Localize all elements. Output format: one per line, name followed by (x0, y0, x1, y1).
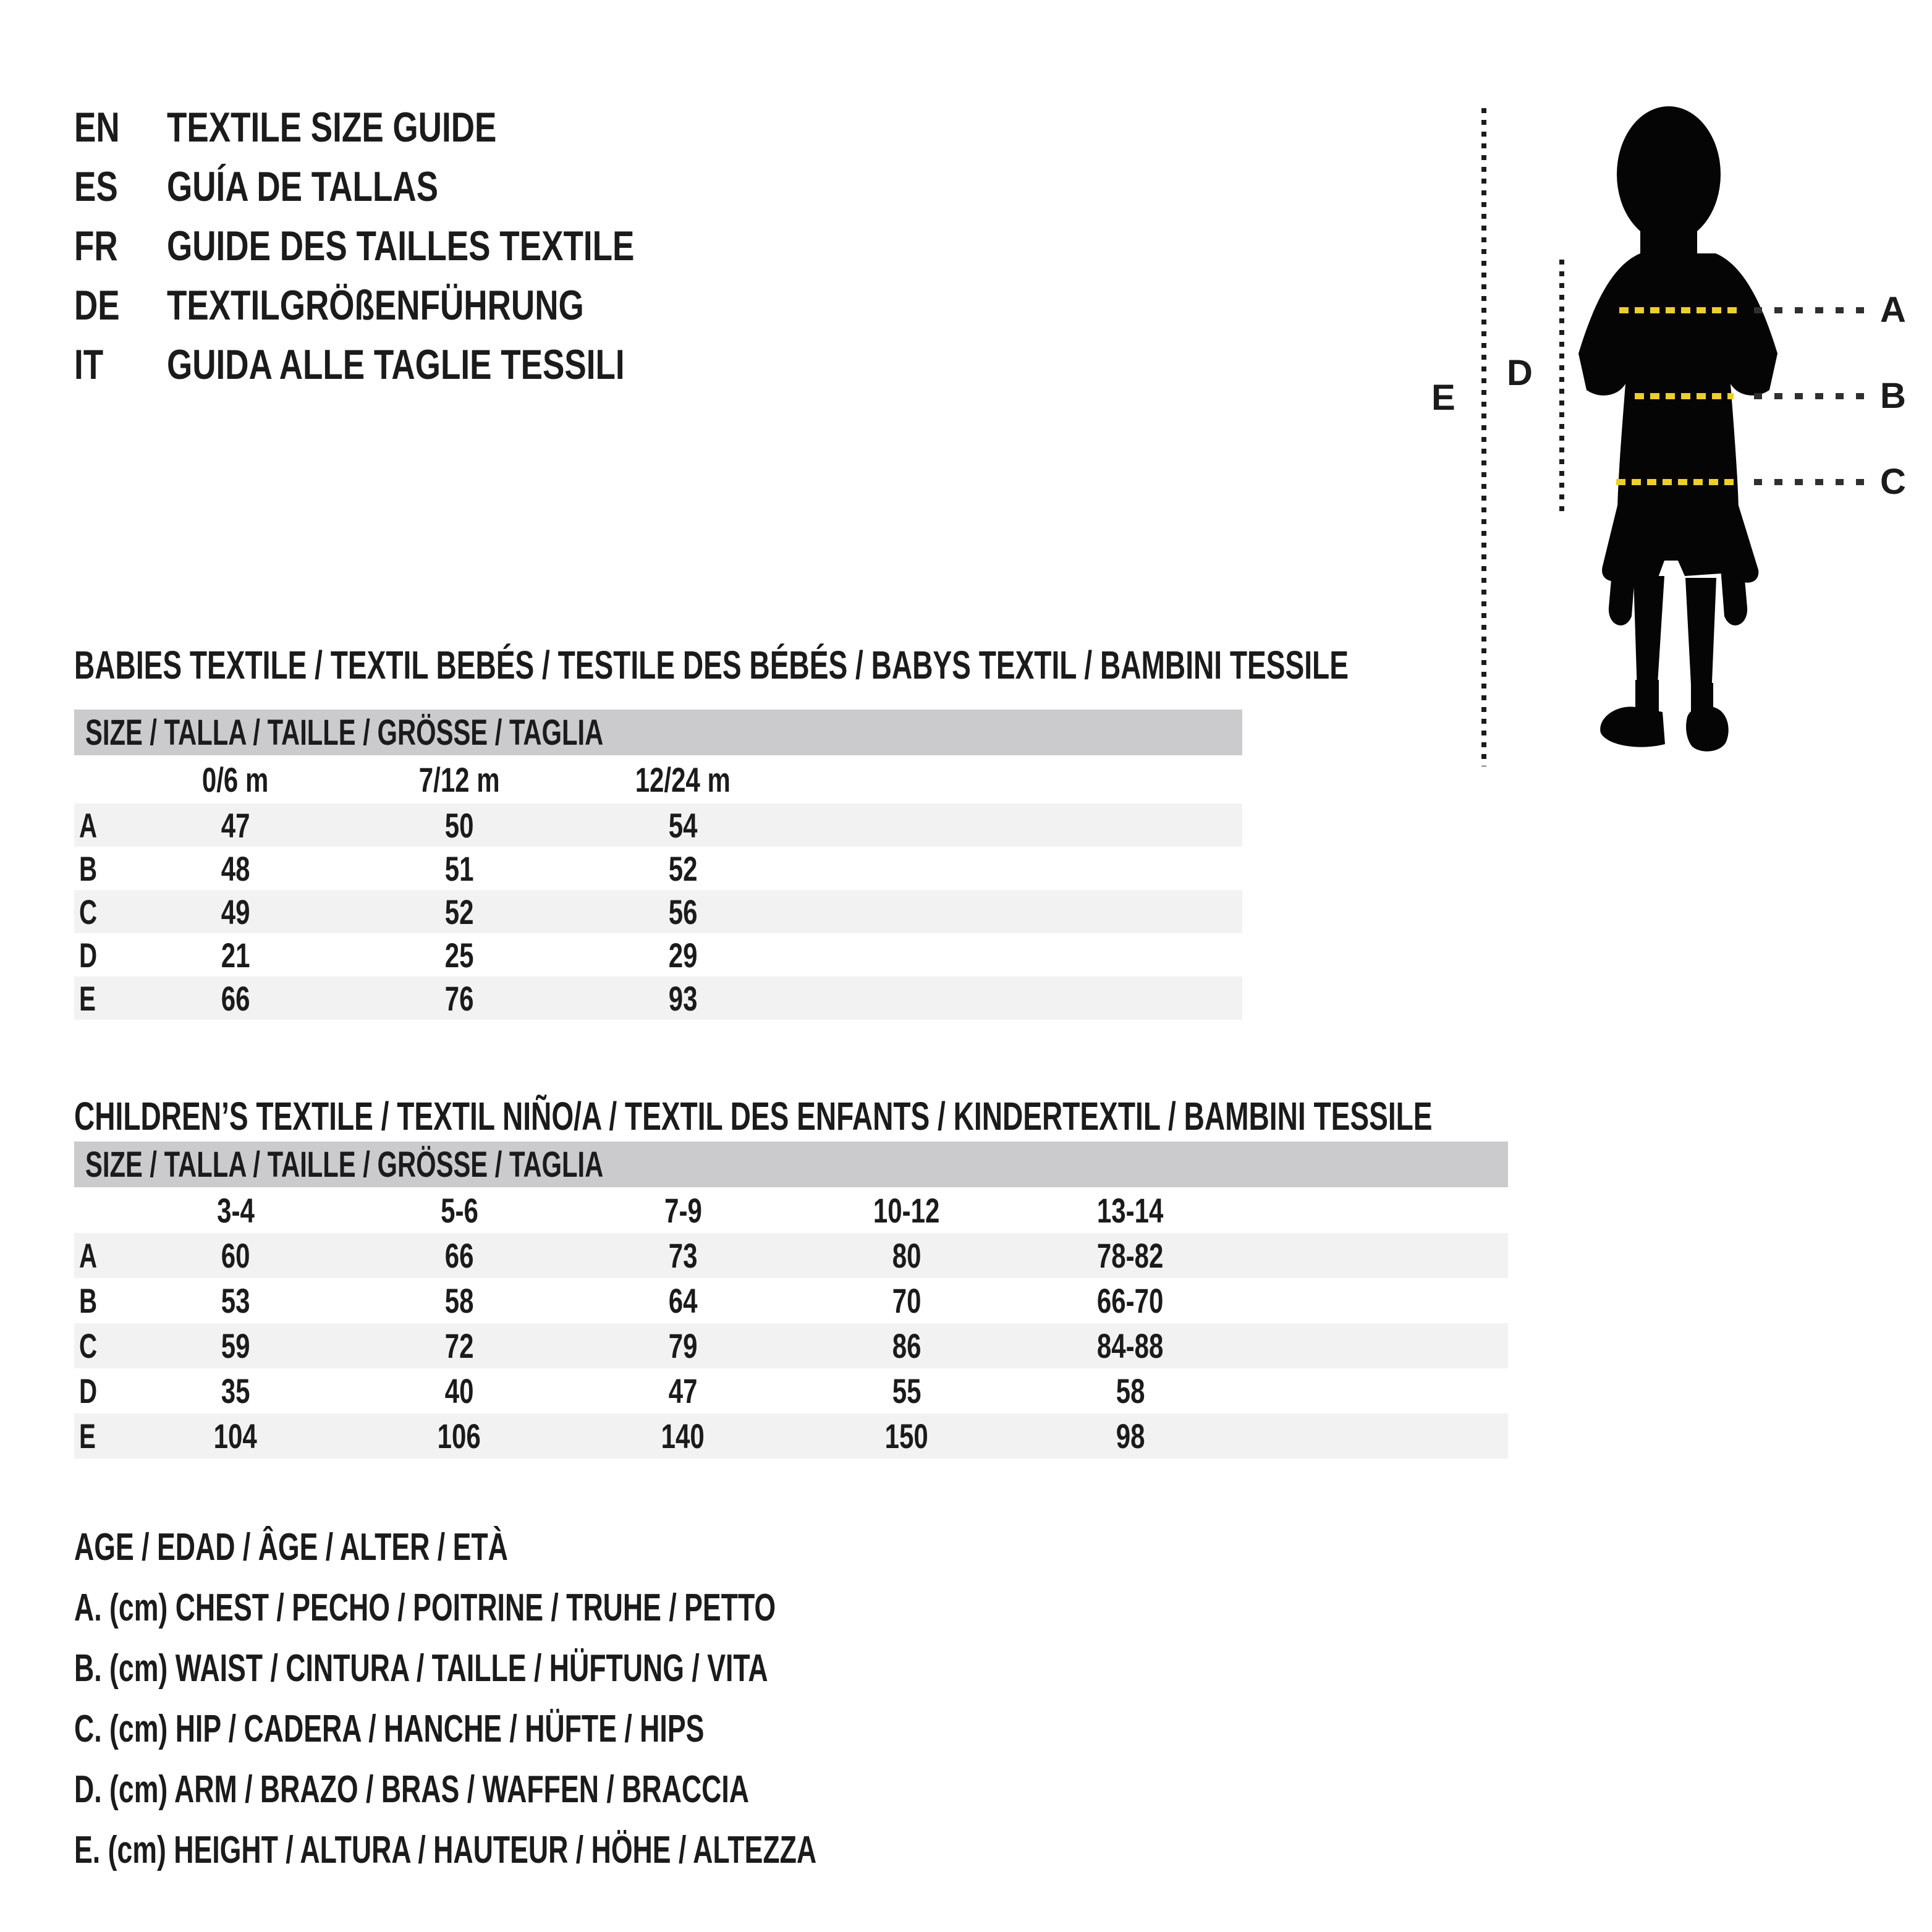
table-row (74, 933, 1242, 977)
row-label: C (79, 892, 98, 931)
row-label: D (79, 1371, 98, 1410)
cell-value: 93 (668, 978, 698, 1018)
column-header: 5-6 (440, 1190, 478, 1230)
cell-value: 58 (1116, 1371, 1145, 1410)
hip-line-c-icon (1616, 479, 1740, 485)
language-code: DE (74, 282, 120, 329)
children-section-heading: CHILDREN’S TEXTILE / TEXTIL NIÑO/A / TEXTIL DES ENFANTS / KINDERTEXTIL / BAMBINI TESSILE (74, 1094, 1433, 1138)
cell-value: 64 (668, 1281, 698, 1320)
language-title: GUIDA ALLE TAGLIE TESSILI (167, 341, 625, 388)
cell-value: 72 (444, 1326, 474, 1365)
cell-value: 66-70 (1097, 1281, 1164, 1320)
babies-column-header-row (74, 755, 1242, 803)
table-row (74, 847, 1242, 890)
figure-label-d: D (1507, 353, 1533, 393)
cell-value: 76 (444, 978, 474, 1018)
row-label: E (79, 978, 96, 1018)
language-title: TEXTILGRÖßENFÜHRUNG (167, 282, 584, 329)
cell-value: 58 (444, 1281, 474, 1320)
cell-value: 21 (221, 935, 250, 975)
cell-value: 40 (444, 1371, 474, 1410)
legend-height-line: E. (cm) HEIGHT / ALTURA / HAUTEUR / HÖHE / ALTEZZA (74, 1829, 817, 1871)
cell-value: 47 (668, 1371, 698, 1410)
table-row (74, 1368, 1508, 1413)
babies-section-heading: BABIES TEXTILE / TEXTIL BEBÉS / TESTILE DES BÉBÉS / BABYS TEXTIL / BAMBINI TESSILE (74, 643, 1349, 687)
cell-value: 98 (1116, 1417, 1145, 1455)
row-label: A (79, 1236, 98, 1275)
table-row (74, 803, 1242, 847)
cell-value: 104 (213, 1417, 258, 1455)
chest-line-a-extension-icon (1754, 307, 1868, 313)
babies-size-table (74, 710, 1242, 1020)
cell-value: 73 (668, 1236, 698, 1275)
language-title: TEXTILE SIZE GUIDE (167, 104, 497, 151)
language-code: EN (74, 104, 120, 151)
table-row (74, 890, 1242, 933)
cell-value: 55 (892, 1371, 922, 1410)
language-title: GUIDE DES TAILLES TEXTILE (167, 222, 635, 269)
table-row (74, 977, 1242, 1020)
cell-value: 79 (668, 1326, 698, 1365)
figure-label-a: A (1880, 290, 1906, 330)
cell-value: 150 (884, 1417, 929, 1455)
legend-chest-line: A. (cm) CHEST / PECHO / POITRINE / TRUHE / PETTO (74, 1587, 776, 1629)
row-label: D (79, 935, 98, 975)
child-silhouette-icon (1570, 105, 1786, 760)
cell-value: 51 (444, 849, 474, 888)
cell-value: 52 (668, 849, 698, 888)
table-row (74, 1323, 1508, 1368)
children-size-table (74, 1142, 1508, 1459)
cell-value: 35 (221, 1371, 250, 1410)
babies-size-header-band (74, 710, 1242, 755)
cell-value: 53 (221, 1281, 250, 1320)
arm-line-d-icon (1559, 260, 1564, 513)
row-label: A (79, 805, 98, 845)
children-size-header-band (74, 1142, 1508, 1187)
cell-value: 47 (221, 805, 250, 845)
cell-value: 106 (437, 1417, 481, 1455)
chest-line-a-icon (1619, 307, 1743, 313)
language-title: GUÍA DE TALLAS (167, 163, 439, 210)
cell-value: 59 (221, 1326, 250, 1365)
column-header: 13-14 (1097, 1190, 1164, 1230)
language-code: FR (74, 222, 118, 269)
cell-value: 86 (892, 1326, 922, 1365)
cell-value: 48 (221, 849, 250, 888)
height-line-e-icon (1481, 108, 1486, 766)
figure-label-b: B (1880, 376, 1906, 416)
column-header: 0/6 m (202, 760, 269, 799)
table-row (74, 1413, 1508, 1459)
cell-value: 56 (668, 892, 698, 931)
size-header-label: SIZE / TALLA / TAILLE / GRÖSSE / TAGLIA (85, 712, 604, 753)
legend-arm-line: D. (cm) ARM / BRAZO / BRAS / WAFFEN / BRACCIA (74, 1768, 750, 1811)
cell-value: 29 (668, 935, 698, 975)
column-header: 7/12 m (418, 760, 500, 799)
language-code: IT (74, 341, 104, 388)
legend-waist-line: B. (cm) WAIST / CINTURA / TAILLE / HÜFTUNG / VITA (74, 1647, 768, 1690)
table-row (74, 1278, 1508, 1323)
cell-value: 66 (444, 1236, 474, 1275)
language-code: ES (74, 163, 118, 210)
table-row (74, 1233, 1508, 1278)
figure-label-e: E (1431, 378, 1455, 418)
cell-value: 84-88 (1097, 1326, 1164, 1365)
row-label: E (79, 1417, 96, 1455)
row-label: B (79, 849, 98, 888)
measurement-figure (1421, 93, 1932, 810)
legend-age-line: AGE / EDAD / ÂGE / ALTER / ETÀ (74, 1526, 508, 1569)
cell-value: 54 (668, 805, 698, 845)
cell-value: 70 (892, 1281, 922, 1320)
row-label: C (79, 1326, 98, 1365)
column-header: 12/24 m (635, 760, 731, 799)
cell-value: 80 (892, 1236, 922, 1275)
cell-value: 49 (221, 892, 250, 931)
cell-value: 78-82 (1097, 1236, 1164, 1275)
column-header: 10-12 (873, 1190, 940, 1230)
legend-hip-line: C. (cm) HIP / CADERA / HANCHE / HÜFTE / HIPS (74, 1708, 705, 1750)
cell-value: 66 (221, 978, 250, 1018)
figure-label-c: C (1880, 462, 1906, 502)
size-header-label: SIZE / TALLA / TAILLE / GRÖSSE / TAGLIA (85, 1144, 604, 1185)
cell-value: 50 (444, 805, 474, 845)
row-label: B (79, 1281, 98, 1320)
children-column-header-row (74, 1187, 1508, 1233)
waist-line-b-icon (1635, 393, 1734, 399)
cell-value: 52 (444, 892, 474, 931)
waist-line-b-extension-icon (1754, 393, 1868, 399)
column-header: 3-4 (216, 1190, 255, 1230)
column-header: 7-9 (664, 1190, 702, 1230)
hip-line-c-extension-icon (1754, 479, 1868, 485)
cell-value: 140 (661, 1417, 705, 1455)
cell-value: 60 (221, 1236, 250, 1275)
cell-value: 25 (444, 935, 474, 975)
